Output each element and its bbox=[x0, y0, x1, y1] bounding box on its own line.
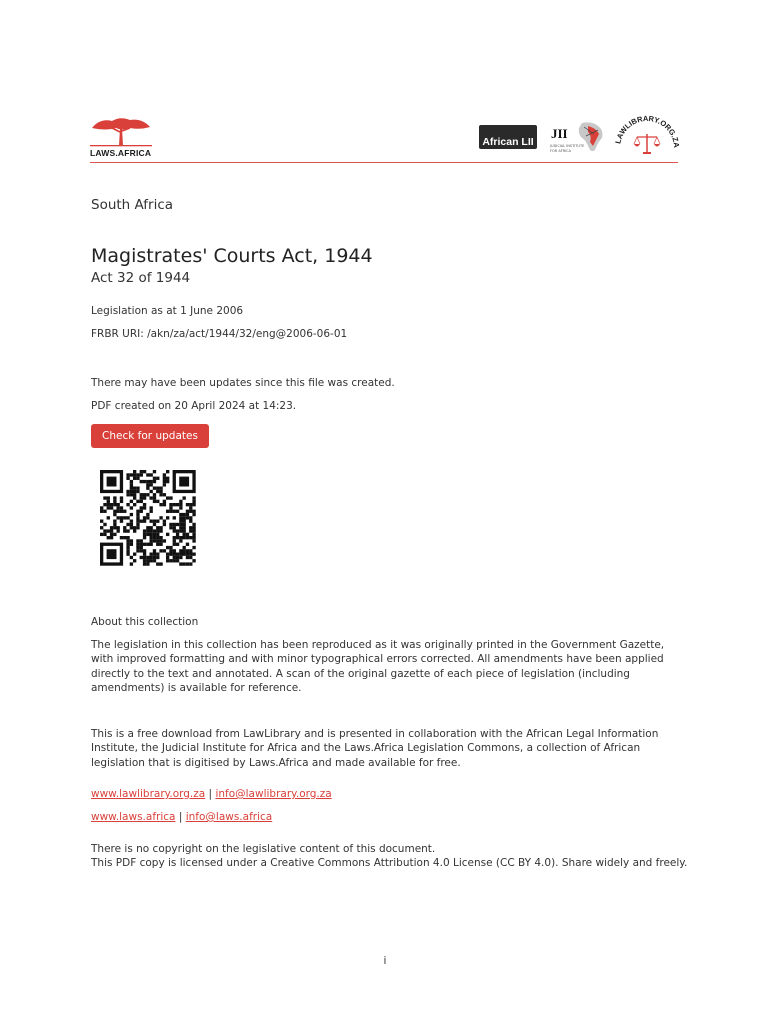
page-number: i bbox=[383, 955, 387, 967]
lawlibrary-links bbox=[91, 788, 332, 800]
africanlii-logo bbox=[479, 125, 537, 149]
africanlii-logo-text: African LII bbox=[482, 136, 534, 148]
laws-africa-logo-text: LAWS.AFRICA bbox=[90, 148, 152, 158]
legislation-as-at: Legislation as at 1 June 2006 bbox=[91, 305, 244, 317]
frbr-uri: FRBR URI: /akn/za/act/1944/32/eng@2006-06-01 bbox=[91, 328, 348, 340]
country-label: South Africa bbox=[91, 197, 174, 213]
pdf-created-date: PDF created on 20 April 2024 at 14:23. bbox=[91, 400, 297, 412]
africa-map-icon bbox=[548, 120, 606, 154]
judicial-institute-logo-text: JII bbox=[551, 126, 568, 141]
acacia-tree-icon bbox=[90, 116, 152, 148]
judicial-institute-logo-subtext: JUDICIAL INSTITUTE FOR AFRICA bbox=[550, 144, 585, 153]
document-title: Magistrates' Courts Act, 1944 bbox=[91, 245, 373, 267]
link-separator: | bbox=[208, 788, 213, 800]
copyright-note: There is no copyright on the legislative content of this document. bbox=[91, 843, 436, 855]
lawlibrary-logo-text: LAWLIBRARY.ORG.ZA bbox=[613, 113, 682, 149]
link-separator: | bbox=[178, 811, 183, 823]
lawlibrary-website-link[interactable]: www.lawlibrary.org.za bbox=[91, 788, 206, 800]
updates-note: There may have been updates since this file was created. bbox=[91, 377, 395, 389]
about-body: The legislation in this collection has been reproduced as it was originally printed in the Government Gazette, with improved formatting and with minor typographical errors corrected. All amendments have been applied directly to the text and annotated. A scan of the original gazette of each piece of legislation (including amendments) is available for reference. bbox=[91, 639, 665, 695]
judicial-institute-logo bbox=[548, 120, 606, 154]
header-divider bbox=[90, 162, 678, 163]
lawlibrary-email-link[interactable]: info@lawlibrary.org.za bbox=[215, 788, 332, 800]
laws-africa-links bbox=[91, 811, 272, 823]
lawlibrary-logo bbox=[612, 112, 682, 158]
document-subtitle: Act 32 of 1944 bbox=[91, 270, 191, 286]
scales-of-justice-icon bbox=[634, 134, 660, 154]
license-note: This PDF copy is licensed under a Creative Commons Attribution 4.0 License (CC BY 4.0). Share widely and freely. bbox=[91, 857, 688, 869]
qr-code-icon[interactable] bbox=[100, 470, 200, 566]
about-heading: About this collection bbox=[91, 616, 199, 628]
laws-africa-email-link[interactable]: info@laws.africa bbox=[185, 811, 273, 823]
check-for-updates-button[interactable]: Check for updates bbox=[91, 424, 209, 448]
laws-africa-logo bbox=[90, 116, 152, 160]
free-download-note: This is a free download from LawLibrary and is presented in collaboration with the African Legal Information Institute, the Judicial Institute for Africa and the Laws.Africa Legislation Commons, a collection of African legislation that is digitised by Laws.Africa and made available for free. bbox=[91, 728, 659, 769]
laws-africa-website-link[interactable]: www.laws.africa bbox=[91, 811, 176, 823]
